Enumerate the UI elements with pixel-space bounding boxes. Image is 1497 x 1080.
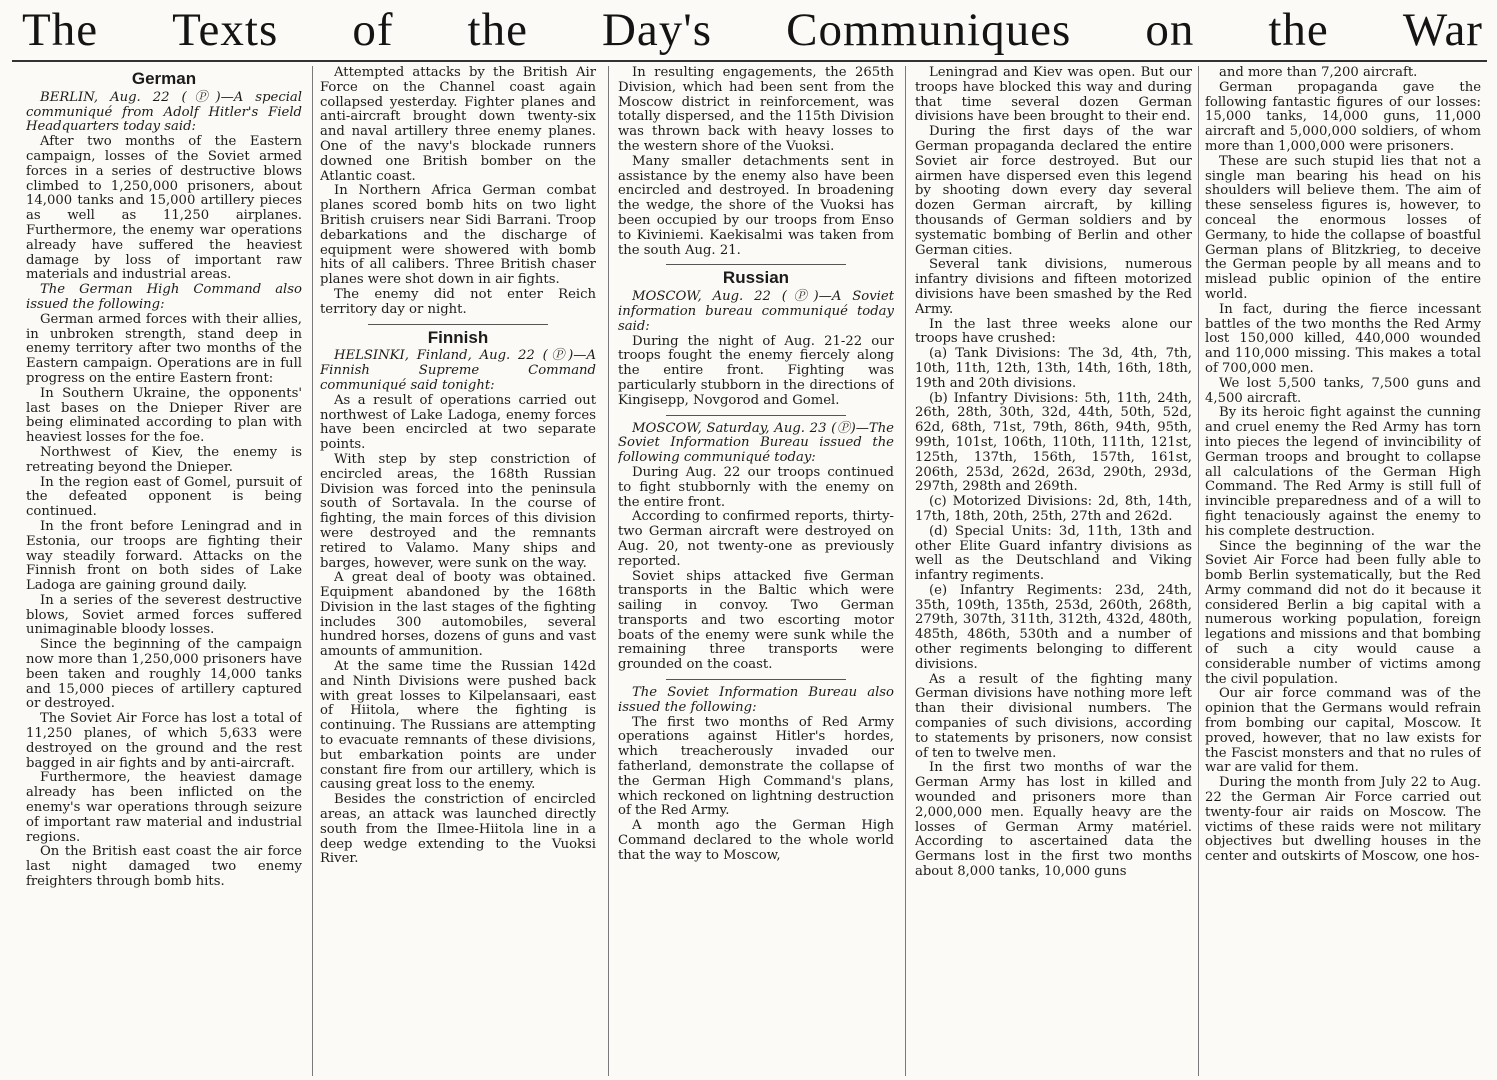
paragraph: Soviet ships attacked five German transports in the Baltic which were sailing in convoy. Two German transports and two escorting motor boats of the enemy were sunk while the remaining three transports were grounded on the coast. xyxy=(618,568,894,673)
dateline-moscow-saturday: MOSCOW, Saturday, Aug. 23 (Ⓟ)—The Soviet Information Bureau issued the following communiqué today: xyxy=(618,420,894,466)
paragraph: In resulting engagements, the 265th Division, which had been sent from the Moscow district in reinforcement, was totally dispersed, and the 115th Division was thrown back with heavy losses to the western shore of the Vuoksi. xyxy=(618,66,894,154)
dateline-berlin: BERLIN, Aug. 22 (Ⓟ)—A special communiqué from Adolf Hitler's Field Headquarters today said: xyxy=(26,89,302,135)
paragraph: Attempted attacks by the British Air Force on the Channel coast again collapsed yesterday. Fighter planes and anti-aircraft brought down twenty-six and naval artillery three enemy planes. One of the navy's blockade runners downed one British bomber on the Atlantic coast. xyxy=(320,66,596,184)
column-divider xyxy=(905,66,906,1076)
paragraph: A great deal of booty was obtained. Equipment abandoned by the 168th Division in the last stages of the fighting includes 300 automobiles, several hundred horses, dozens of guns and vast amounts of ammunition. xyxy=(320,570,596,660)
paragraph: Several tank divisions, numerous infantry divisions and fifteen motorized divisions have been smashed by the Red Army. xyxy=(915,257,1192,317)
headline-word: the xyxy=(1268,4,1329,56)
section-rule xyxy=(368,324,548,325)
paragraph: Many smaller detachments sent in assistance by the enemy also have been encircled and destroyed. In broadening the wedge, the shore of the Vuoksi has been occupied by our troops from Enso to Kiviniemi. Kaekisalmi was taken from the south Aug. 21. xyxy=(618,153,894,258)
paragraph: Northwest of Kiev, the enemy is retreating beyond the Dnieper. xyxy=(26,444,302,475)
list-item: (a) Tank Divisions: The 3d, 4th, 7th, 10th, 11th, 12th, 13th, 14th, 16th, 18th, 19th and 20th divisions. xyxy=(915,346,1192,391)
paragraph: As a result of the fighting many German divisions have nothing more left than their divisional numbers. The companies of such divisions, according to statements by prisoners, now consist of ten to twelve men. xyxy=(915,671,1192,761)
headline-word: Texts xyxy=(172,4,279,56)
paragraph: During the night of Aug. 21-22 our troops fought the enemy fiercely along the entire front. Fighting was particularly stubborn in the directions of Kingisepp, Novgorod and Gomel. xyxy=(618,333,894,408)
paragraph: In the front before Leningrad and in Estonia, our troops are fighting their way steadily forward. Attacks on the Finnish front on both sides of Lake Ladoga are gaining ground daily. xyxy=(26,518,302,594)
paragraph: Leningrad and Kiev was open. But our troops have blocked this way and during that time several dozen German divisions have been brought to their end. xyxy=(915,66,1192,125)
dateline-helsinki: HELSINKI, Finland, Aug. 22 (Ⓟ)—A Finnish Supreme Command communiqué said tonight: xyxy=(320,348,596,393)
paragraph: Since the beginning of the campaign now more than 1,250,000 prisoners have been taken and roughly 14,000 tanks and 15,000 pieces of artillery captured or destroyed. xyxy=(26,637,302,712)
paragraph: By its heroic fight against the cunning and cruel enemy the Red Army has torn into pieces the legend of invincibility of German troops and brought to collapse all calculations of the German High Command. The Red Army is still full of invincible preparedness and of a will to fight tenaciously against the enemy to his complete destruction. xyxy=(1205,405,1481,539)
section-rule xyxy=(666,264,846,265)
column-4 xyxy=(915,66,1192,1080)
column-3 xyxy=(618,66,894,1080)
paragraph: After two months of the Eastern campaign, losses of the Soviet armed forces in a series of destructive blows climbed to 1,250,000 prisoners, about 14,000 tanks and 15,000 artillery pieces as well as 11,250 airplanes. Furthermore, the enemy war operations already have suffered the heaviest damage by loss of important raw materials and industrial areas. xyxy=(26,134,302,283)
headline-word: the xyxy=(467,4,528,56)
headline-word: Day's xyxy=(601,4,713,56)
paragraph: German armed forces with their allies, in unbroken strength, stand deep in enemy territory after two months of the Eastern campaign. Operations are in full progress on the entire Eastern front: xyxy=(26,311,302,386)
italic-note: The Soviet Information Bureau also issued the following: xyxy=(618,685,894,715)
paragraph: German propaganda gave the following fantastic figures of our losses: 15,000 tanks, 14,000 guns, 11,000 aircraft and 5,000,000 soldiers, of whom more than 1,000,000 were prisoners. xyxy=(1205,79,1481,154)
headline-word: Communiques xyxy=(786,4,1072,56)
paragraph: A month ago the German High Command declared to the whole world that the way to Moscow, xyxy=(618,818,894,863)
dateline-moscow: MOSCOW, Aug. 22 (Ⓟ)—A Soviet information bureau communiqué today said: xyxy=(618,289,894,334)
paragraph: In fact, during the fierce incessant battles of the two months the Red Army lost 150,000 killed, 440,000 wounded and 110,000 missing. This makes a total of 700,000 men. xyxy=(1205,301,1481,376)
column-divider xyxy=(312,66,313,1076)
paragraph: In the region east of Gomel, pursuit of the defeated opponent is being continued. xyxy=(26,474,302,520)
list-item: (d) Special Units: 3d, 11th, 13th and other Elite Guard infantry divisions as well as the Deutschland and Viking infantry regiments. xyxy=(915,523,1192,584)
column-1 xyxy=(26,66,302,1080)
paragraph: These are such stupid lies that not a single man bearing his head on his shoulders will believe them. The aim of these senseless figures is, however, to conceal the enormous losses of Germany, to hide the collapse of boastful German plans of Blitzkrieg, to deceive the German people by all means and to mislead public opinion of the entire world. xyxy=(1205,153,1481,302)
section-head-russian: Russian xyxy=(722,268,790,288)
paragraph: Furthermore, the heaviest damage already has been inflicted on the enemy's war operations through seizure of important raw material and industrial regions. xyxy=(26,770,302,845)
paragraph: During the month from July 22 to Aug. 22 the German Air Force carried out twenty-four air raids on Moscow. The victims of these raids were not military objectives but dwelling houses in the center and outskirts of Moscow, one hos- xyxy=(1205,775,1481,865)
paragraph: In a series of the severest destructive blows, Soviet armed forces suffered unimaginable bloody losses. xyxy=(26,592,302,638)
paragraph: and more than 7,200 aircraft. xyxy=(1219,66,1418,80)
paragraph: At the same time the Russian 142d and Ninth Divisions were pushed back with great losses to Kilpelansaari, east of Hiitola, where the fighting is continuing. The Russians are attempting to evacuate remnants of these divisions, but embarkation points are under constant fire from our artillery, which is causing great loss to the enemy. xyxy=(320,659,596,793)
headline-word: The xyxy=(22,4,99,56)
paragraph: Since the beginning of the war the Soviet Air Force had been fully able to bomb Berlin systematically, but the Red Army command did not do it because it considered Berlin a big capital with a numerous working population, foreign legations and missions and that bombing of such a city would cause a considerable number of victims among the civil population. xyxy=(1205,538,1481,687)
paragraph: Our air force command was of the opinion that the Germans would refrain from bombing our capital, Moscow. It proved, however, that no law exists for the Fascist monsters and that no rules of war are valid for them. xyxy=(1205,686,1481,776)
column-5 xyxy=(1205,66,1481,1080)
paragraph: On the British east coast the air force last night damaged two enemy freighters through bomb hits. xyxy=(26,844,302,890)
headline-word: War xyxy=(1402,4,1483,56)
paragraph: In the first two months of war the German Army has lost in killed and wounded and prisoners more than 2,000,000 men. Equally heavy are the losses of German Army matériel. According to ascertained data the Germans lost in the first two months about 8,000 tanks, 10,000 guns xyxy=(915,760,1192,880)
paragraph: In the last three weeks alone our troops have crushed: xyxy=(915,316,1192,347)
paragraph: In Southern Ukraine, the opponents' last bases on the Dnieper River are being eliminated according to plan with heaviest losses for the foe. xyxy=(26,385,302,446)
headline-word: of xyxy=(352,4,394,56)
headline-word: on xyxy=(1145,4,1195,56)
section-rule xyxy=(666,679,846,680)
section-head-finnish: Finnish xyxy=(427,327,489,347)
list-item: (b) Infantry Divisions: 5th, 11th, 24th, 26th, 28th, 30th, 32d, 44th, 50th, 52d, 62d, 68th, 71st, 79th, 86th, 94th, 95th, 99th, 101st, 106th, 110th, 111th, 121st, 125th, 137th, 156th, 157th, 161st, 206th, 253d, 262d, 263d, 290th, 293d, 297th, 298th and 269th. xyxy=(915,390,1192,495)
headline-rule xyxy=(12,60,1487,62)
list-item: (c) Motorized Divisions: 2d, 8th, 14th, 17th, 18th, 20th, 25th, 27th and 262d. xyxy=(915,494,1192,524)
paragraph: We lost 5,500 tanks, 7,500 guns and 4,500 aircraft. xyxy=(1205,375,1481,406)
paragraph: As a result of operations carried out northwest of Lake Ladoga, enemy forces have been encircled at two separate points. xyxy=(320,392,596,453)
paragraph: The first two months of Red Army operations against Hitler's hordes, which treacherously invaded our fatherland, demonstrate the collapse of the German High Command's plans, which reckoned on lightning destruction of the Red Army. xyxy=(618,714,894,819)
column-divider xyxy=(1198,66,1199,1076)
section-head-german: German xyxy=(131,69,197,88)
paragraph: During the first days of the war German propaganda declared the entire Soviet air force destroyed. But our airmen have dispersed even this legend by shooting down every day several dozen German aircraft, by killing thousands of German soldiers and by systematic bombing of Berlin and other German cities. xyxy=(915,124,1192,258)
list-item: (e) Infantry Regiments: 23d, 24th, 35th, 109th, 135th, 253d, 260th, 268th, 279th, 307th, 311th, 312th, 432d, 480th, 485th, 486th, 530th and a number of other regiments belonging to different divisions. xyxy=(915,582,1192,672)
column-divider xyxy=(608,66,609,1076)
column-2 xyxy=(320,66,596,1080)
paragraph: The Soviet Air Force has lost a total of 11,250 planes, of which 5,633 were destroyed on the ground and the rest bagged in air fights and by anti-aircraft. xyxy=(26,711,302,771)
paragraph: According to confirmed reports, thirty-two German aircraft were destroyed on Aug. 20, not twenty-one as previously reported. xyxy=(618,509,894,569)
paragraph: The enemy did not enter Reich territory day or night. xyxy=(320,286,596,317)
paragraph: With step by step constriction of encircled areas, the 168th Russian Division was forced into the peninsula south of Sortavala. In the course of fighting, the main forces of this division were destroyed and the remnants retired to Valamo. Many ships and barges, however, were sunk on the way. xyxy=(320,451,596,571)
headline xyxy=(0,0,1497,60)
paragraph: Besides the constriction of encircled areas, an attack was launched directly south from the Ilmee-Hiitola line in a deep wedge extending to the Vuoksi River. xyxy=(320,792,596,867)
paragraph: In Northern Africa German combat planes scored bomb hits on two light British cruisers near Sidi Barrani. Troop debarkations and the discharge of equipment were showered with bomb hits of all calibers. Three British chaser planes were shot down in air fights. xyxy=(320,183,596,288)
italic-note: The German High Command also issued the following: xyxy=(26,282,302,312)
section-rule xyxy=(666,415,846,416)
paragraph: During Aug. 22 our troops continued to fight stubbornly with the enemy on the entire front. xyxy=(618,464,894,510)
